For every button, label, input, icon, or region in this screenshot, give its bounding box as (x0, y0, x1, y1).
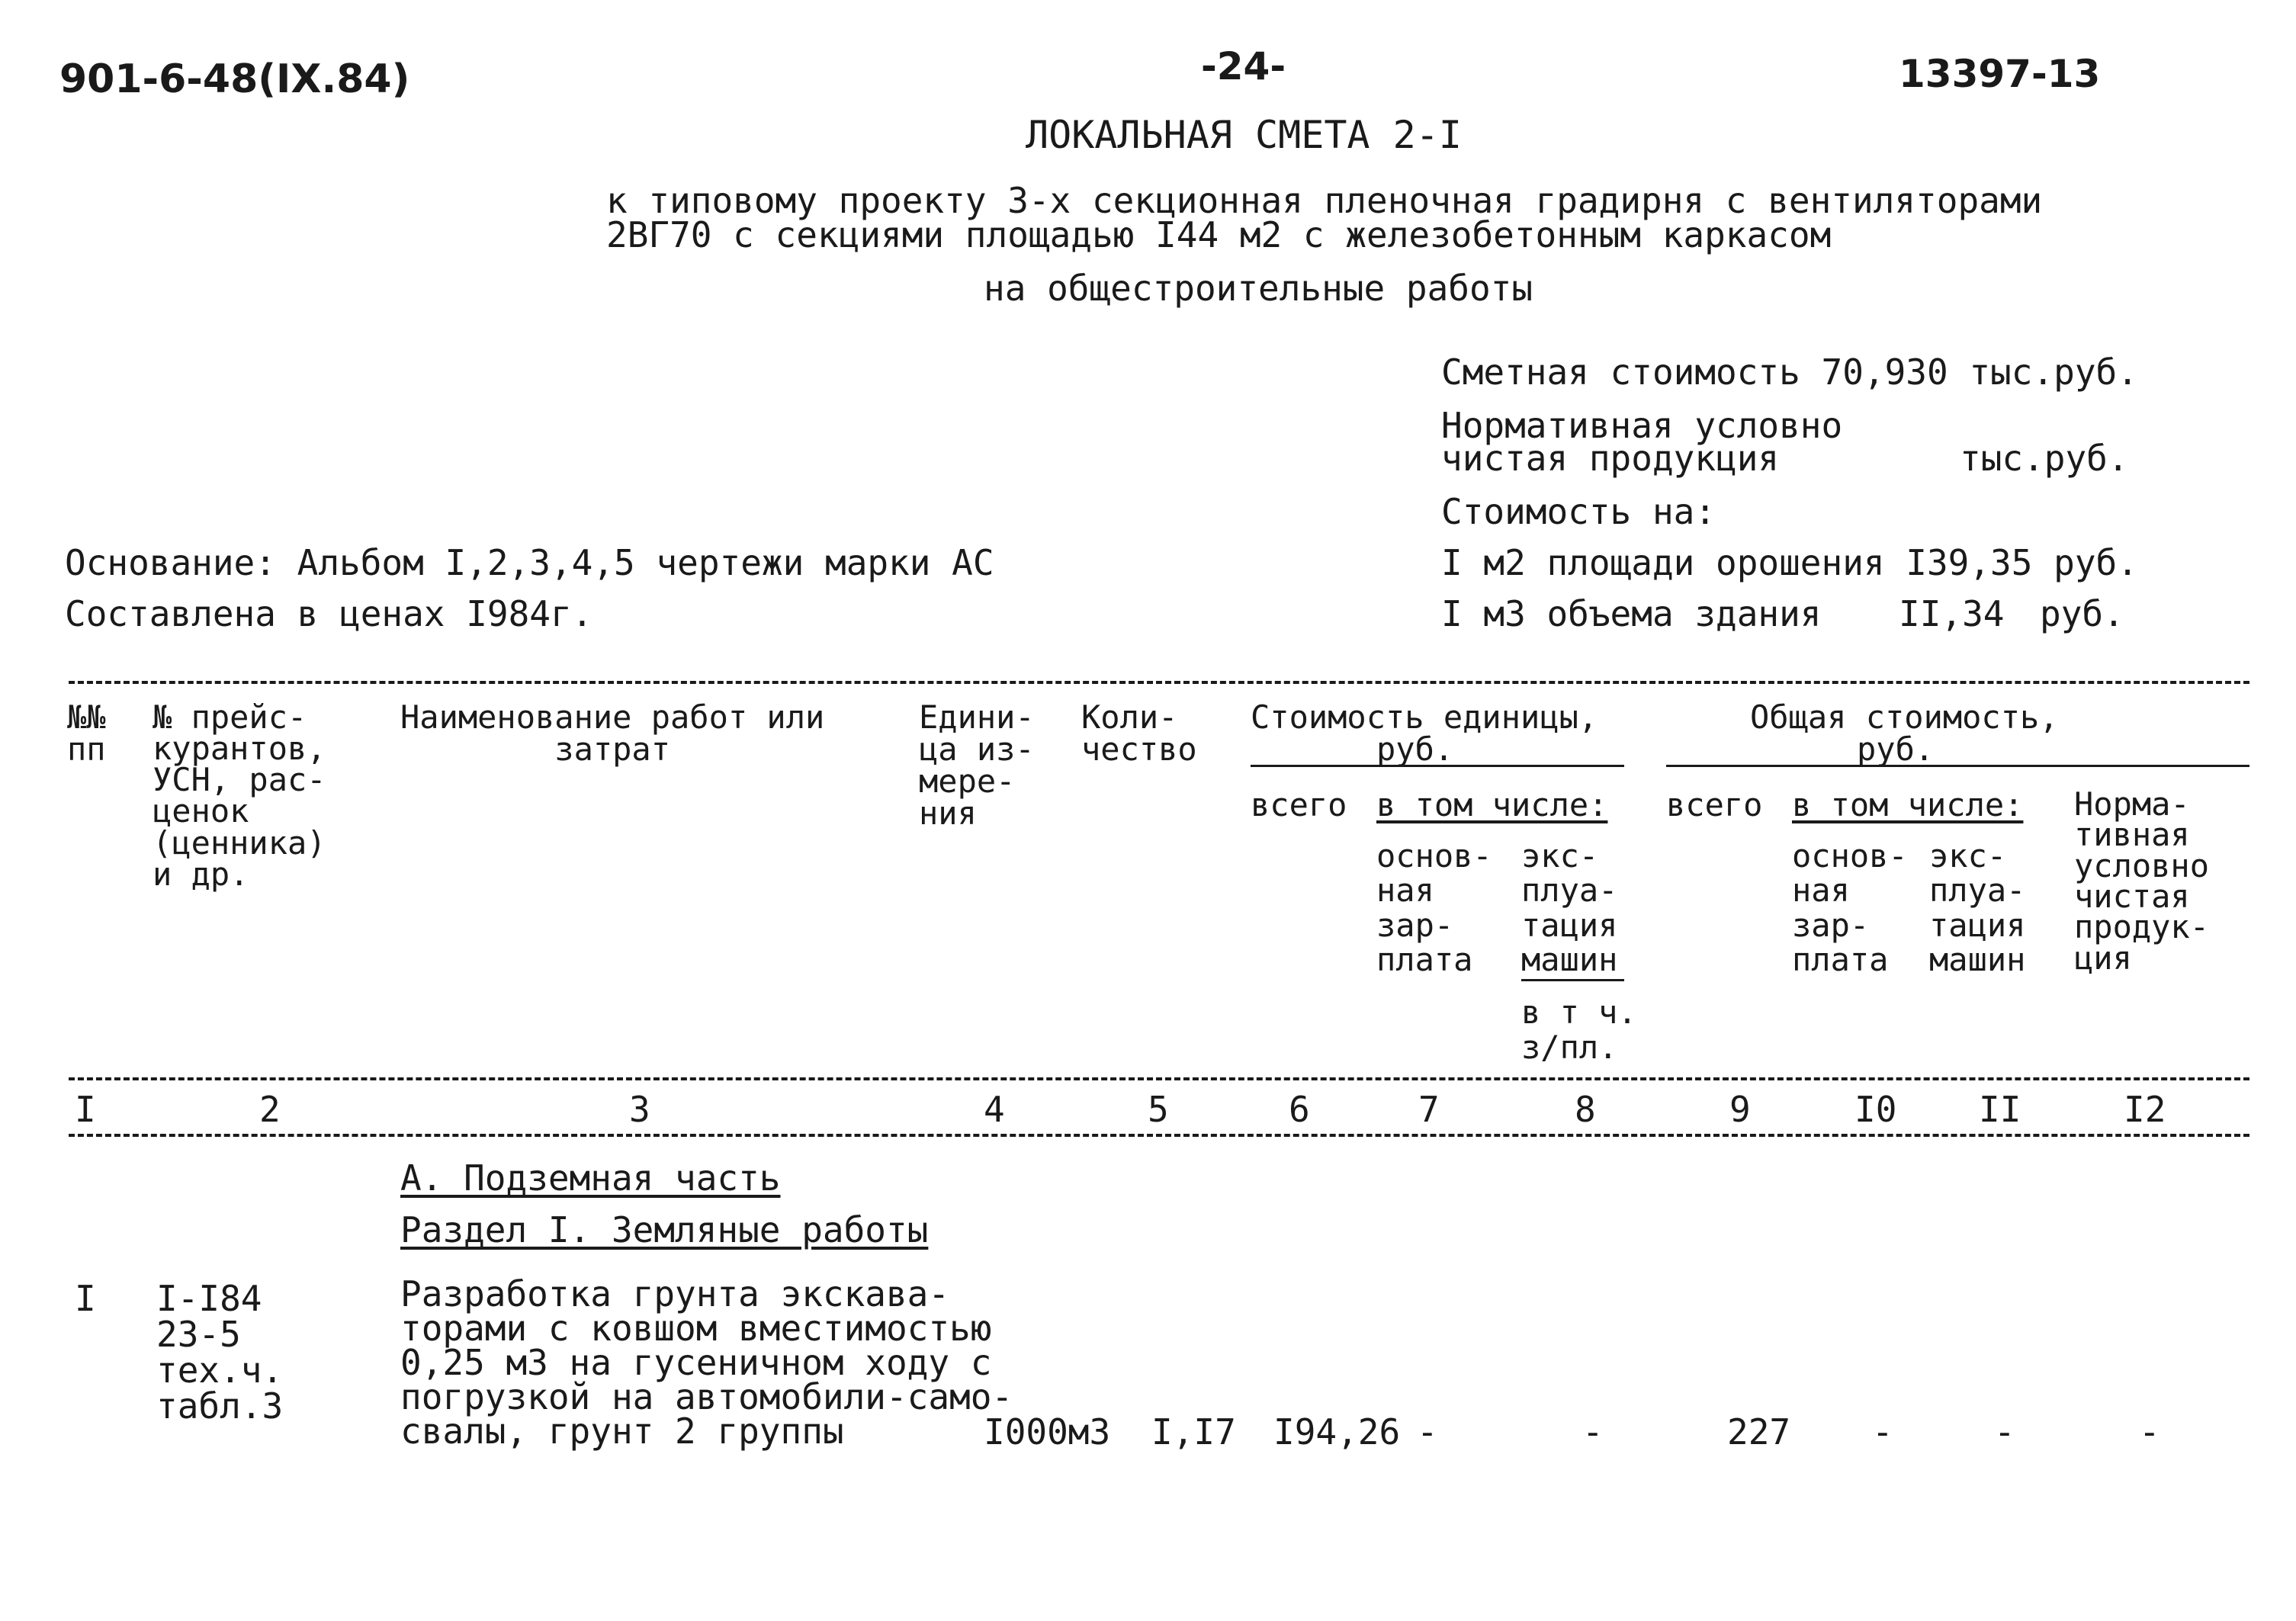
section-1-title: Раздел I. Земляные работы (400, 1209, 929, 1250)
header-col-2: № прейс- курантов, УСН, рас- ценок (ценника) и др. (153, 698, 326, 893)
header-total-machine: экс- плуа- тация машин (1929, 837, 2026, 979)
section-heading (400, 1157, 781, 1199)
normative-label-1: Нормативная условно (1441, 405, 1843, 446)
basis-line-1: Основание: Альбом I,2,3,4,5 чертежи марки АС (65, 542, 994, 583)
unit-cost-rule (1251, 765, 1624, 767)
project-code-number: 901-6-48 (59, 56, 259, 102)
column-number: 3 (629, 1089, 650, 1130)
column-number: 5 (1148, 1089, 1169, 1130)
row-total-wage: - (1872, 1411, 1893, 1452)
row-unit: I000м3 (984, 1411, 1111, 1452)
row-total-machine: - (1994, 1411, 2015, 1452)
section-a-title: А. Подземная часть (400, 1157, 781, 1199)
row-normative: - (2139, 1411, 2160, 1452)
header-unit-vsego: всего (1251, 786, 1347, 823)
cost-per-label: Стоимость на: (1441, 491, 1716, 532)
header-total-cost: Общая стоимость, (1750, 698, 2059, 736)
page-number: -24- (1201, 44, 1286, 88)
column-number: I (75, 1089, 96, 1130)
basis-line-2: Составлена в ценах I984г. (65, 593, 593, 634)
table-top-rule (69, 681, 2249, 684)
subtitle-line-1: к типовому проекту 3-х секционная пленочная градирня с вентиляторами (606, 180, 2043, 221)
document-title: ЛОКАЛЬНАЯ СМЕТА 2-I (1026, 113, 1462, 157)
row-number: I (75, 1278, 96, 1319)
row-unit-wage: - (1417, 1411, 1438, 1452)
normative-unit: тыс.руб. (1960, 438, 2129, 479)
header-total-wage: основ- ная зар- плата (1792, 837, 1908, 979)
header-normative: Норма- тивная условно чистая продук- ция (2074, 785, 2210, 977)
row-total: 227 (1727, 1411, 1791, 1452)
column-number: 9 (1729, 1089, 1751, 1130)
row-unit-total: I94,26 (1273, 1411, 1401, 1452)
header-total-v-tom-chisle: в том числе: (1792, 786, 2024, 823)
estimated-cost: Сметная стоимость 70,930 тыс.руб. (1441, 351, 2138, 393)
row-quantity: I,I7 (1151, 1411, 1236, 1452)
column-number: 2 (259, 1089, 281, 1130)
row-code: I-I84 23-5 тех.ч. табл.3 (156, 1278, 284, 1427)
row-work-name: Разработка грунта экскава- торами с ковшом вместимостью 0,25 м3 на гусеничном ходу с погрузкой на автомобили-само- свалы, грунт 2 группы (400, 1273, 1013, 1452)
row-unit-machine: - (1582, 1411, 1604, 1452)
subtitle-line-3: на общестроительные работы (984, 268, 1533, 309)
header-unit-cost-rub: руб. (1376, 730, 1454, 768)
project-issue: (IX.84) (258, 56, 410, 102)
cost-per-m3-value: II,34 (1899, 593, 2005, 634)
header-unit-wage: основ- ная зар- плата (1376, 837, 1492, 979)
cost-per-m3-label: I м3 объема здания (1441, 593, 1822, 634)
header-unit-v-tom-chisle: в том числе: (1376, 786, 1608, 823)
cost-per-m3-unit: руб. (2040, 593, 2124, 634)
normative-label-2: чистая продукция (1441, 438, 1780, 479)
unit-machine-rule (1521, 979, 1624, 981)
column-numbers-rule (69, 1134, 2249, 1137)
doc-number: 13397-13 (1899, 52, 2101, 96)
header-unit-machine: экс- плуа- тация машин (1521, 837, 1618, 979)
header-total-cost-rub: руб. (1857, 730, 1935, 768)
header-bottom-rule (69, 1077, 2249, 1080)
header-col-4: Едини- ца из- мере- ния (919, 698, 1035, 832)
column-number: I2 (2124, 1089, 2166, 1130)
project-code (59, 56, 410, 102)
column-number: II (1979, 1089, 2021, 1130)
header-col-3: Наименование работ или затрат (400, 698, 825, 768)
subtitle-line-2: 2ВГ70 с секциями площадью I44 м2 с железобетонным каркасом (606, 214, 1832, 255)
header-total-vsego: всего (1666, 786, 1763, 823)
column-number: 6 (1289, 1089, 1310, 1130)
header-unit-cost: Стоимость единицы, (1251, 698, 1598, 736)
column-number: 4 (984, 1089, 1005, 1130)
total-cost-rule (1666, 765, 2249, 767)
column-number: 8 (1575, 1089, 1596, 1130)
header-col-5: Коли- чество (1081, 698, 1197, 768)
cost-per-m2: I м2 площади орошения I39,35 руб. (1441, 542, 2138, 583)
column-number: 7 (1418, 1089, 1440, 1130)
column-number: I0 (1854, 1089, 1897, 1130)
header-col-1: №№ пп (67, 698, 106, 768)
header-unit-v-t-ch: в т ч. з/пл. (1521, 993, 1637, 1067)
